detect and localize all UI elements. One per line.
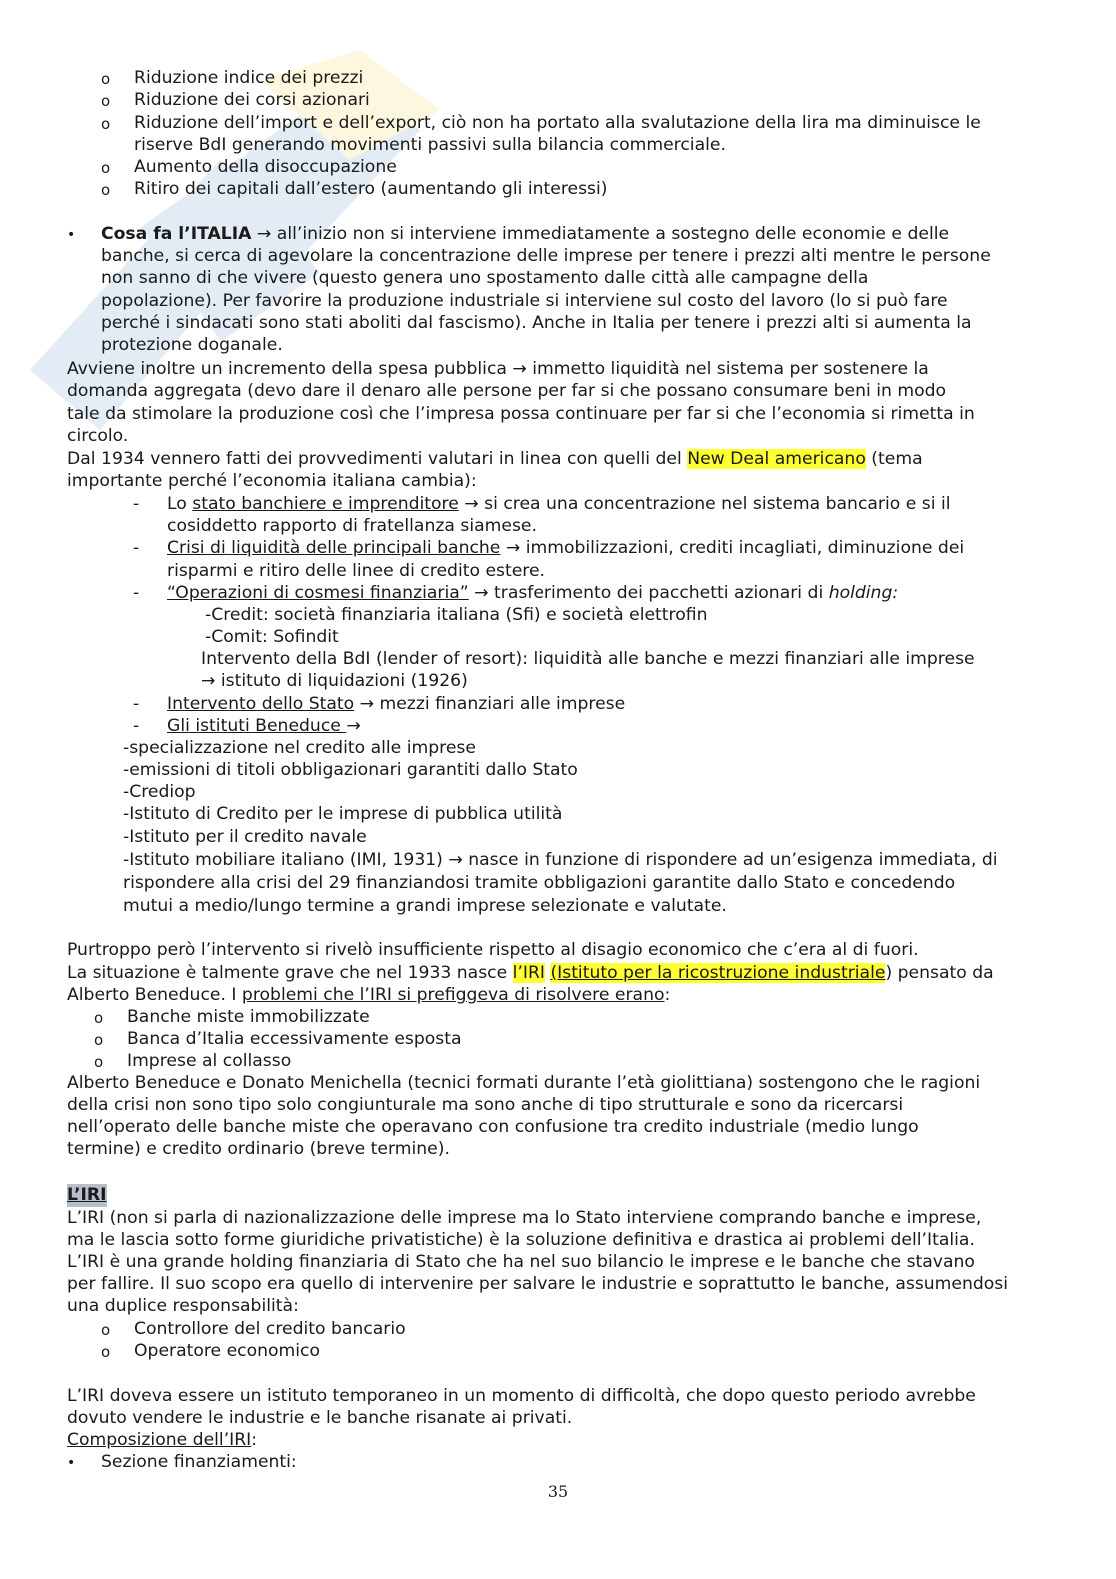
list-bullet: o bbox=[101, 115, 111, 133]
iri-para-line: ma le lascia sotto forme giuridiche privatistiche) è la soluzione definitiva e drastica ai problemi dell’Italia. bbox=[67, 1230, 975, 1250]
dash-item-3 bbox=[167, 582, 898, 605]
purtroppo-line: Purtroppo però l’intervento si rivelò insufficiente rispetto al disagio economico che c’era al di fuori. bbox=[67, 940, 919, 960]
dal1934-line-2: importante perché l’economia italiana cambia): bbox=[67, 471, 477, 491]
text: → mezzi finanziari alle imprese bbox=[354, 694, 626, 714]
italia-line: protezione doganale. bbox=[101, 335, 283, 355]
section-heading-iri: L’IRI bbox=[67, 1185, 107, 1205]
temporaneo-line: L’IRI doveva essere un istituto temporaneo in un momento di difficoltà, che dopo questo periodo avrebbe bbox=[67, 1386, 976, 1406]
dash-item-1 bbox=[167, 493, 951, 516]
beneduce-item: -specializzazione nel credito alle imprese bbox=[123, 738, 476, 758]
spesa-line: domanda aggregata (devo dare il denaro alle persone per far si che possano consumare beni in modo bbox=[67, 381, 947, 401]
resp-item: Operatore economico bbox=[134, 1341, 321, 1361]
beneduce-item: -Istituto per il credito navale bbox=[123, 827, 367, 847]
highlight-new-deal: New Deal americano bbox=[687, 449, 866, 469]
situazione-line-2 bbox=[67, 984, 670, 1007]
list-item: Aumento della disoccupazione bbox=[134, 157, 397, 177]
menichella-line: Alberto Beneduce e Donato Menichella (tecnici formati durante l’età giolittiana) sostengono che le ragioni bbox=[67, 1073, 981, 1093]
problem-item: Banche miste immobilizzate bbox=[127, 1007, 370, 1027]
temporaneo-line: dovuto vendere le industrie e le banche risanate ai privati. bbox=[67, 1408, 573, 1428]
italia-line: perché i sindacati sono stati aboliti dal fascismo). Anche in Italia per tenere i prezzi alti si aumenta la bbox=[101, 313, 972, 333]
menichella-line: termine) e credito ordinario (breve termine). bbox=[67, 1139, 450, 1159]
highlight-iri: l’IRI bbox=[512, 963, 545, 983]
dash-bullet: - bbox=[133, 538, 140, 558]
text: (tema bbox=[865, 449, 923, 469]
text: ) pensato da bbox=[885, 963, 994, 983]
beneduce-item: -Crediop bbox=[123, 782, 196, 802]
list-item: Riduzione indice dei prezzi bbox=[134, 68, 364, 88]
bullet-dot: • bbox=[67, 1455, 76, 1471]
list-bullet: o bbox=[101, 70, 111, 88]
beneduce-item: -Istituto mobiliare italiano (IMI, 1931) → nasce in funzione di rispondere ad un’esigenza immediata, di bbox=[123, 850, 998, 870]
italic-text: holding: bbox=[828, 583, 899, 603]
dash-item-3-sub: -Credit: società finanziaria italiana (Sfi) e società elettrofin bbox=[205, 605, 708, 625]
dash-item-1-cont: cosiddetto rapporto di fratellanza siamese. bbox=[167, 516, 537, 536]
problem-item: Banca d’Italia eccessivamente esposta bbox=[127, 1029, 462, 1049]
iri-para-line: L’IRI è una grande holding finanziaria di Stato che ha nel suo bilancio le imprese e le banche che stavano bbox=[67, 1252, 975, 1272]
italia-text: all’inizio non si interviene immediatamente a sostegno delle economie e delle bbox=[276, 224, 950, 244]
underlined-text: Composizione dell’IRI bbox=[67, 1430, 252, 1450]
list-bullet: o bbox=[101, 181, 111, 199]
text: → bbox=[346, 716, 361, 736]
beneduce-item: mutui a medio/lungo termine a grandi imprese selezionate e valutate. bbox=[123, 896, 727, 916]
list-item: Ritiro dei capitali dall’estero (aumentando gli interessi) bbox=[134, 179, 608, 199]
underlined-text: Gli istituti Beneduce bbox=[167, 716, 347, 736]
text: → trasferimento dei pacchetti azionari di bbox=[468, 583, 829, 603]
dash-item-3-sub: -Comit: Sofindit bbox=[205, 627, 339, 647]
underlined-text: “Operazioni di cosmesi finanziaria” bbox=[167, 583, 469, 603]
underlined-text: Intervento dello Stato bbox=[167, 694, 355, 714]
iri-para-line: una duplice responsabilità: bbox=[67, 1296, 299, 1316]
spesa-line: circolo. bbox=[67, 426, 129, 446]
dash-bullet: - bbox=[133, 716, 140, 736]
italia-line-1 bbox=[101, 223, 949, 246]
dash-bullet: - bbox=[133, 494, 140, 514]
dash-item-5 bbox=[167, 715, 361, 738]
italia-line: banche, si cerca di agevolare la concentrazione delle imprese per tenere i prezzi alti mentre le persone bbox=[101, 246, 991, 266]
list-item-continuation: riserve BdI generando movimenti passivi sulla bilancia commerciale. bbox=[134, 135, 726, 155]
dash-item-3-sub: Intervento della BdI (lender of resort): liquidità alle banche e mezzi finanziari alle imprese bbox=[201, 649, 975, 669]
bullet-dot: • bbox=[67, 227, 76, 243]
menichella-line: nell’operato delle banche miste che operavano con confusione tra credito industriale (medio lungo bbox=[67, 1117, 919, 1137]
beneduce-item: -emissioni di titoli obbligazionari garantiti dallo Stato bbox=[123, 760, 578, 780]
underlined-text: stato banchiere e imprenditore bbox=[192, 494, 459, 514]
sezione-item: Sezione finanziamenti: bbox=[101, 1452, 297, 1472]
text: Lo bbox=[167, 494, 193, 514]
list-bullet: o bbox=[94, 1053, 104, 1071]
text: → immobilizzazioni, crediti incagliati, diminuzione dei bbox=[500, 538, 965, 558]
arrow: → bbox=[256, 224, 272, 244]
text: : bbox=[251, 1430, 258, 1450]
text: Alberto Beneduce. I bbox=[67, 985, 242, 1005]
list-item: Riduzione dell’import e dell’export, ciò non ha portato alla svalutazione della lira ma diminuisce le bbox=[134, 113, 981, 133]
list-bullet: o bbox=[101, 92, 111, 110]
composizione-heading bbox=[67, 1429, 257, 1452]
highlight-iri-full: (Istituto per la ricostruzione industriale bbox=[550, 963, 886, 983]
dash-bullet: - bbox=[133, 694, 140, 714]
list-bullet: o bbox=[101, 1343, 111, 1361]
page-number: 35 bbox=[547, 1482, 569, 1501]
beneduce-item: -Istituto di Credito per le imprese di pubblica utilità bbox=[123, 804, 563, 824]
spesa-line: Avviene inoltre un incremento della spesa pubblica → immetto liquidità nel sistema per sostenere la bbox=[67, 359, 929, 379]
underlined-text: Crisi di liquidità delle principali banche bbox=[167, 538, 501, 558]
list-bullet: o bbox=[101, 1321, 111, 1339]
list-bullet: o bbox=[94, 1009, 104, 1027]
underlined-text: problemi che l’IRI si prefiggeva di risolvere erano bbox=[241, 985, 665, 1005]
italia-line: non sanno di che vivere (questo genera uno spostamento dalle città alle campagne della bbox=[101, 268, 869, 288]
list-bullet: o bbox=[101, 159, 111, 177]
dash-bullet: - bbox=[133, 583, 140, 603]
spesa-line: tale da stimolare la produzione così che l’impresa possa continuare per far si che l’economia si rimetta in bbox=[67, 404, 975, 424]
list-bullet: o bbox=[94, 1031, 104, 1049]
situazione-line-1 bbox=[67, 962, 994, 985]
iri-para-line: per fallire. Il suo scopo era quello di intervenire per salvare le industrie e soprattutto le banche, assumendosi bbox=[67, 1274, 1009, 1294]
text: La situazione è talmente grave che nel 1933 nasce bbox=[67, 963, 513, 983]
italia-label: Cosa fa l’ITALIA bbox=[101, 224, 252, 244]
menichella-line: della crisi non sono tipo solo congiunturale ma sono anche di tipo strutturale e sono da ricercarsi bbox=[67, 1095, 904, 1115]
problem-item: Imprese al collasso bbox=[127, 1051, 292, 1071]
dash-item-4 bbox=[167, 693, 625, 716]
italia-line: popolazione). Per favorire la produzione industriale si interviene sul costo del lavoro (lo si può fare bbox=[101, 291, 948, 311]
list-item: Riduzione dei corsi azionari bbox=[134, 90, 370, 110]
dal1934-line-1 bbox=[67, 448, 923, 471]
text: Dal 1934 vennero fatti dei provvedimenti valutari in linea con quelli del bbox=[67, 449, 688, 469]
dash-item-2 bbox=[167, 537, 964, 560]
dash-item-3-sub: → istituto di liquidazioni (1926) bbox=[201, 671, 468, 691]
resp-item: Controllore del credito bancario bbox=[134, 1319, 406, 1339]
iri-para-line: L’IRI (non si parla di nazionalizzazione delle imprese ma lo Stato interviene comprando banche e imprese, bbox=[67, 1208, 982, 1228]
text: → si crea una concentrazione nel sistema bancario e si il bbox=[458, 494, 951, 514]
dash-item-2-cont: risparmi e ritiro delle linee di credito estere. bbox=[167, 561, 546, 581]
beneduce-item: rispondere alla crisi del 29 finanziandosi tramite obbligazioni garantite dallo Stato e concedendo bbox=[123, 873, 956, 893]
text: : bbox=[664, 985, 671, 1005]
